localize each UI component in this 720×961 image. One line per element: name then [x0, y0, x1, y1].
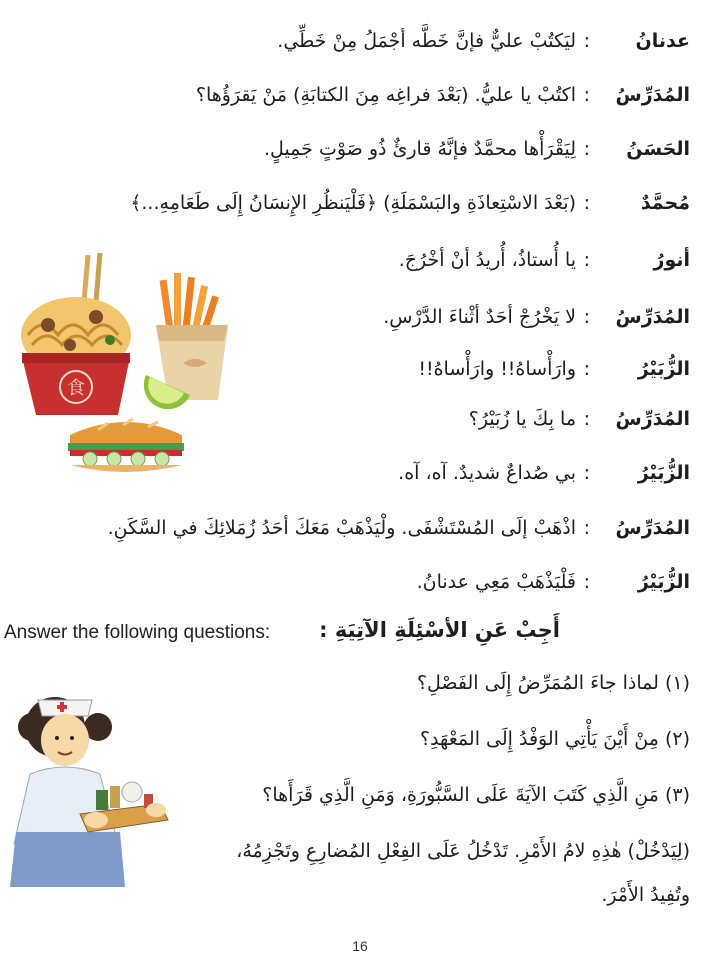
speaker-name: عدنانُ: [635, 30, 690, 52]
colon: :: [583, 306, 590, 328]
speaker-name: المُدَرِّسُ: [615, 84, 690, 106]
dialogue-line: وارَأْساهُ!! وارَأْساهُ!!: [418, 358, 576, 380]
dialogue-row: [108, 517, 690, 540]
dialogue-row: [196, 84, 690, 107]
colon: :: [583, 408, 590, 430]
question-1: (١) لماذا جاءَ المُمَرِّضُ إِلَى الفَصْلِ؟: [416, 672, 690, 694]
colon: :: [583, 249, 590, 271]
speaker-name: المُدَرِّسُ: [615, 408, 690, 430]
dialogue-line: اذْهَبْ إلَى المُسْتَشْفَى. ولْيَذْهَبْ مَعَكَ أحَدُ زُمَلائِكَ في السَّكَنِ.: [107, 517, 576, 539]
food-box-glyph: 食: [67, 378, 85, 399]
dialogue-row: [418, 358, 690, 381]
english-prompt: Answer the following questions:: [4, 622, 271, 643]
grammar-note-line-1: (لِيَدْخُلْ) هٰذِهِ لامُ الأَمْرِ. تَدْخُلُ عَلَى الفِعْلِ المُضارِعِ وتَجْزِمُهُ،: [236, 840, 690, 862]
dialogue-row: [398, 462, 690, 485]
colon: :: [583, 462, 590, 484]
fries-icon: [156, 273, 228, 400]
speaker-name: أنورُ: [653, 249, 690, 271]
colon: :: [583, 30, 590, 52]
page-number: 16: [352, 938, 368, 954]
dialogue-row: [417, 571, 690, 594]
dialogue-row: [277, 30, 690, 53]
colon: :: [583, 571, 590, 593]
dialogue-line: بي صُداعٌ شديدٌ. آه، آه.: [398, 462, 576, 484]
speaker-name: الحَسَنُ: [626, 138, 690, 160]
speaker-name: المُدَرِّسُ: [615, 517, 690, 539]
dialogue-row: [399, 249, 690, 272]
dialogue-row: [383, 306, 690, 329]
dialogue-line: يا أُستاذُ، أُريدُ أنْ أخْرُجَ.: [398, 249, 576, 271]
dialogue-row: [264, 138, 690, 161]
grammar-note-line-2: وتُفِيدُ الأَمْرَ.: [601, 884, 690, 906]
speaker-name: الزُّبَيْرُ: [637, 571, 690, 593]
dialogue-line: ليَكتُبْ عليٌّ فإنَّ خَطَّه أجْمَلُ مِنْ خَطِّي.: [277, 30, 576, 52]
dialogue-line: فَلْيَذْهَبْ مَعِي عدنانُ.: [416, 571, 576, 593]
colon: :: [583, 84, 590, 106]
colon: :: [583, 138, 590, 160]
arabic-prompt: أَجِبْ عَنِ الأسْئِلَةِ الآتِيَةِ :: [319, 618, 560, 642]
sandwich-icon: [68, 419, 184, 472]
colon: :: [583, 192, 590, 214]
dialogue-line: لِيَقْرَأْها محمَّدٌ فإنَّهُ قارئٌ ذُو صَوْتٍ جَمِيلٍ.: [264, 138, 576, 160]
noodle-box-icon: [21, 253, 131, 415]
speaker-name: الزُّبَيْرُ: [637, 462, 690, 484]
speaker-name: المُدَرِّسُ: [615, 306, 690, 328]
colon: :: [583, 517, 590, 539]
colon: :: [583, 358, 590, 380]
speaker-name: مُحمَّدٌ: [640, 192, 690, 214]
nurse-icon: [10, 697, 168, 887]
dialogue-line: (بَعْدَ الاسْتِعاذَةِ والبَسْمَلَةِ) ﴿فَلْيَنظُرِ الإِنسَانُ إِلَى طَعَامِهِ...﴾: [130, 192, 576, 214]
food-illustration: [18, 245, 248, 485]
nurse-illustration: [10, 682, 175, 892]
question-3: (٣) مَنِ الَّذِي كَتَبَ الآيَةَ عَلَى السَّبُّورَةِ، وَمَنِ الَّذِي قَرَأَها؟: [262, 784, 690, 806]
question-2: (٢) مِنْ أَيْنَ يَأْتِي الوَفْدُ إِلَى المَعْهَدِ؟: [419, 728, 690, 750]
dialogue-line: ما بِكَ يا زُبَيْرُ؟: [468, 408, 576, 430]
speaker-name: الزُّبَيْرُ: [637, 358, 690, 380]
dialogue-line: اكتُبْ يا عليُّ. (بَعْدَ فراغِه مِنَ الكتابَةِ) مَنْ يَقرَؤُها؟: [195, 84, 576, 106]
dialogue-line: لا يَخْرُجْ أحَدٌ أثْناءَ الدَّرْسِ.: [383, 306, 576, 328]
dialogue-row: [469, 408, 690, 431]
dialogue-row: [130, 192, 690, 215]
